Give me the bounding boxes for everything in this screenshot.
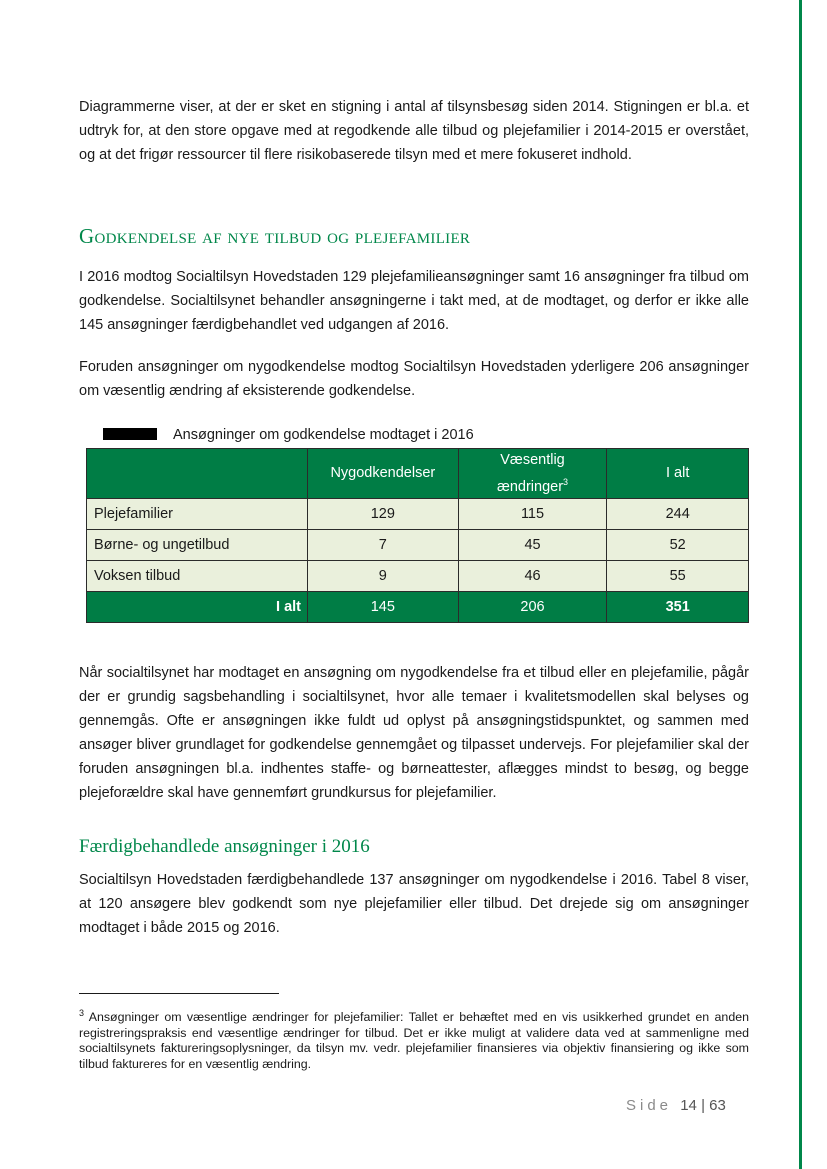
cell-total: 55 xyxy=(607,560,749,591)
header-change-line2: ændringer xyxy=(496,478,564,495)
row-label: Plejefamilier xyxy=(87,498,308,529)
total-new: 145 xyxy=(308,591,459,622)
table-total-row xyxy=(87,591,749,622)
cell-new: 129 xyxy=(308,498,459,529)
cell-change: 46 xyxy=(458,560,607,591)
page-separator: | xyxy=(701,1097,705,1114)
cell-total: 52 xyxy=(607,529,749,560)
table-header-row xyxy=(87,449,749,499)
footnote-divider xyxy=(79,993,279,994)
paragraph-completed: Socialtilsyn Hovedstaden færdigbehandlede 137 ansøgninger om nygodkendelse i 2016. Tabel 8 viser, at 120 ansøgere blev godkendt som nye plejefamilier eller tilbud. Det drejede sig om ansøgninger modtaget i både 2015 og 2016. xyxy=(79,872,749,936)
caption-label-box xyxy=(103,428,157,440)
footnote-number: 3 xyxy=(79,1008,85,1018)
page-number xyxy=(626,1097,726,1114)
cell-change: 45 xyxy=(458,529,607,560)
caption-text: Ansøgninger om godkendelse modtaget i 2016 xyxy=(173,427,474,443)
table-row xyxy=(87,498,749,529)
page-total: 63 xyxy=(709,1097,726,1114)
paragraph-changes: Foruden ansøgninger om nygodkendelse modtog Socialtilsyn Hovedstaden yderligere 206 ansøgninger om væsentlig ændring af eksisterende godkendelse. xyxy=(79,359,749,399)
table-row xyxy=(87,529,749,560)
cell-new: 9 xyxy=(308,560,459,591)
paragraph-process: Når socialtilsynet har modtaget en ansøgning om nygodkendelse fra et tilbud eller en plejefamilie, pågår der er grundig sagsbehandling i socialtilsynet, hvor alle temaer i kvalitetsmodellen skal belyses og gennemgås. Ofte er ansøgningen ikke fuldt ud oplyst på ansøgningstidspunktet, og sammen med ansøger bliver grundlaget for godkendelse gennemgået og tilpasset undervejs. For plejefamilier skal der foruden ansøgningen bl.a. indhentes staffe- og børneattester, aflægges mindst to besøg, og begge plejeforældre skal have gennemført grundkursus for plejefamilier. xyxy=(79,665,749,801)
header-change xyxy=(458,449,607,499)
table-row xyxy=(87,560,749,591)
row-label: Børne- og ungetilbud xyxy=(87,529,308,560)
header-change-line1: Væsentlig xyxy=(500,452,565,468)
table-caption xyxy=(103,426,474,444)
header-new: Nygodkendelser xyxy=(308,449,459,499)
footnote-text: Ansøgninger om væsentlige ændringer for plejefamilier: Tallet er behæftet med en vis usikkerhed grundet en anden registreringspraksis end væsentlige ændringer for tilbud. Det er ikke muligt at validere data ved at sammenligne med socialtilsynets faktureringsoplysninger, da tilsyn mv. vedr. plejefamilier finansieres via objektiv finansiering og ikke som tilbud faktureres for en væsentlig ændring. xyxy=(79,1010,749,1071)
page-current: 14 xyxy=(680,1097,697,1114)
header-footnote-ref: 3 xyxy=(563,477,569,487)
section-heading: Godkendelse af nye tilbud og plejefamilier xyxy=(79,224,471,248)
cell-change: 115 xyxy=(458,498,607,529)
header-total: I alt xyxy=(607,449,749,499)
page-edge-rule xyxy=(799,0,802,1169)
cell-total: 244 xyxy=(607,498,749,529)
footnote xyxy=(79,1006,749,1072)
total-label: I alt xyxy=(87,591,308,622)
page-label: Side xyxy=(626,1097,673,1114)
cell-new: 7 xyxy=(308,529,459,560)
intro-paragraph: Diagrammerne viser, at der er sket en stigning i antal af tilsynsbesøg siden 2014. Stigningen er bl.a. et udtryk for, at den store opgave med at regodkende alle tilbud og plejefamilier i 2014-2015 er overstået, og at det frigør ressourcer til flere risikobaserede tilsyn med et mere fokuseret indhold. xyxy=(79,99,749,163)
paragraph-received: I 2016 modtog Socialtilsyn Hovedstaden 129 plejefamilieansøgninger samt 16 ansøgninger fra tilbud om godkendelse. Socialtilsynet behandler ansøgningerne i takt med, at de modtaget, og derfor er ikke alle 145 ansøgninger færdigbehandlet ved udgangen af 2016. xyxy=(79,269,749,333)
header-blank xyxy=(87,449,308,499)
total-change: 206 xyxy=(458,591,607,622)
grand-total: 351 xyxy=(607,591,749,622)
row-label: Voksen tilbud xyxy=(87,560,308,591)
subsection-heading: Færdigbehandlede ansøgninger i 2016 xyxy=(79,836,370,857)
applications-table xyxy=(86,448,749,623)
